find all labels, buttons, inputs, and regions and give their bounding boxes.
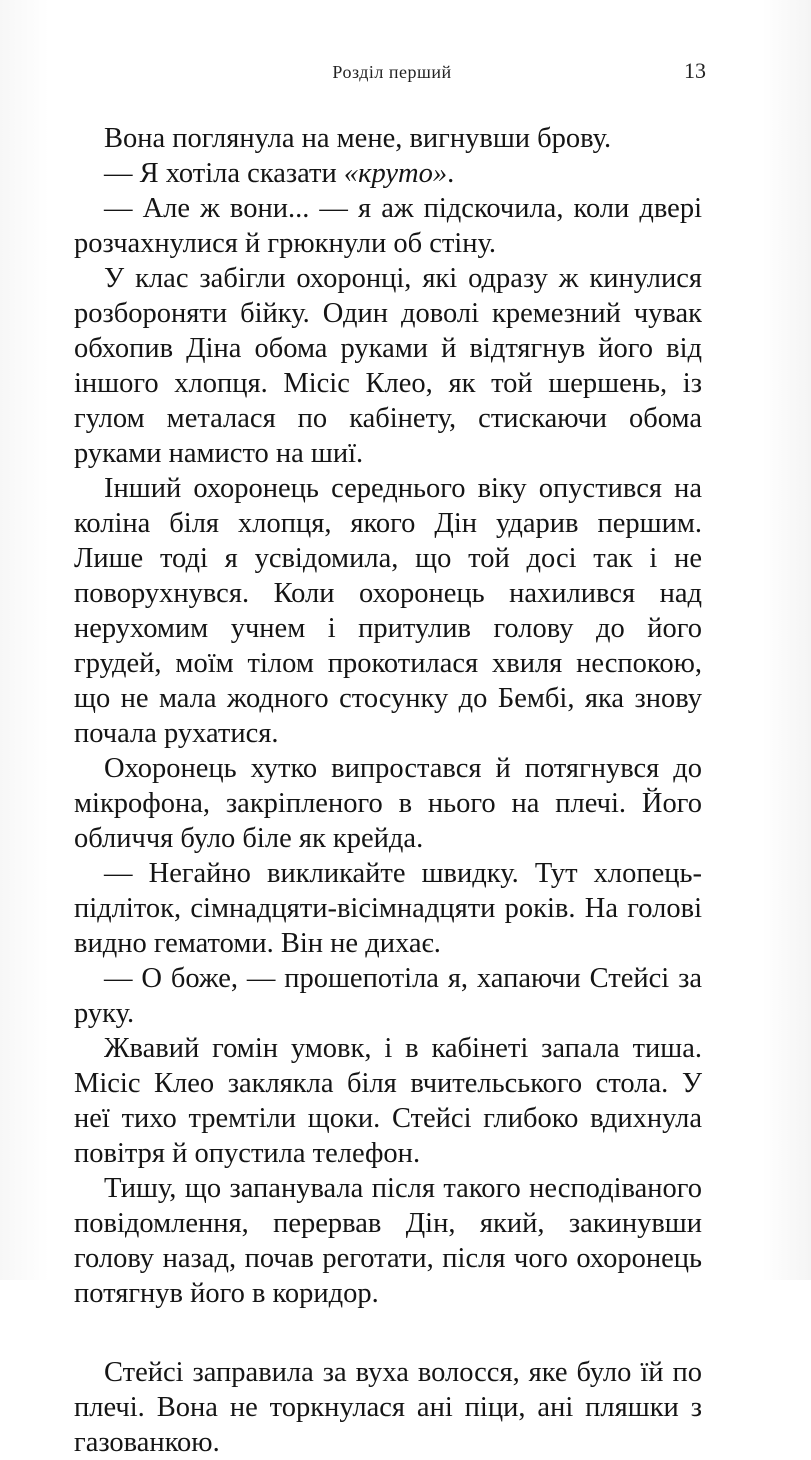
running-title: Розділ перший [332, 62, 452, 82]
paragraph-8: — О боже, — прошепотіла я, хапаючи Стейсі за руку. [74, 963, 702, 1029]
paragraph-2-text: — Я хотіла сказати [104, 158, 344, 189]
page-number: 13 [684, 58, 706, 83]
page-header [78, 52, 706, 92]
paragraph-7: — Негайно викликайте швидку. Тут хлопець-підліток, сімнадцяти-вісімнадцяти років. На голові видно гематоми. Він не дихає. [74, 858, 702, 959]
paragraph-4: У клас забігли охоронці, які одразу ж кинулися розбороняти бійку. Один доволі кремезний чувак обхопив Діна обома руками й відтягнув його від іншого хлопця. Місіс Клео, як той шершень, із гулом металася по кабінету, стискаючи обома руками намисто на шиї. [74, 263, 702, 469]
body-text [74, 121, 702, 1460]
paragraph-3-text: — Але ж вони... — я аж підскочила, коли двері розчахнулися й грюкнули об стіну. [74, 193, 702, 259]
paragraph-10: Тишу, що запанувала після такого несподіваного повідомлення, перервав Дін, який, закинувши голову назад, почав реготати, після чого охоронець потягнув його в коридор. [74, 1173, 702, 1309]
paragraph-1: Вона поглянула на мене, вигнувши брову. [104, 123, 612, 154]
paragraph-9: Жвавий гомін умовк, і в кабінеті запала тиша. Місіс Клео заклякла біля вчительського стола. У неї тихо тремтіли щоки. Стейсі глибоко вдихнула повітря й опустила телефон. [74, 1033, 702, 1169]
paragraph-6: Охоронець хутко випростався й потягнувся до мікрофона, закріпленого в нього на плечі. Його обличчя було біле як крейда. [74, 753, 702, 854]
paragraph-2-end: . [447, 158, 455, 189]
paragraph-2 [74, 156, 702, 191]
paragraph-11: Стейсі заправила за вуха волосся, яке було їй по плечі. Вона не торкнулася ані піци, ані пляшки з газованкою. [74, 1357, 702, 1458]
paragraph-2-emphasis: «круто» [343, 158, 448, 189]
paragraph-3 [74, 191, 702, 261]
paragraph-5: Інший охоронець середнього віку опустився на коліна біля хлопця, якого Дін ударив першим. Лише тоді я усвідомила, що той досі так і не поворухнувся. Коли охоронець нахилився над нерухомим учнем і притулив голову до його грудей, моїм тілом прокотилася хвиля неспокою, що не мала жодного стосунку до Бембі, яка знову почала рухатися. [74, 473, 702, 749]
